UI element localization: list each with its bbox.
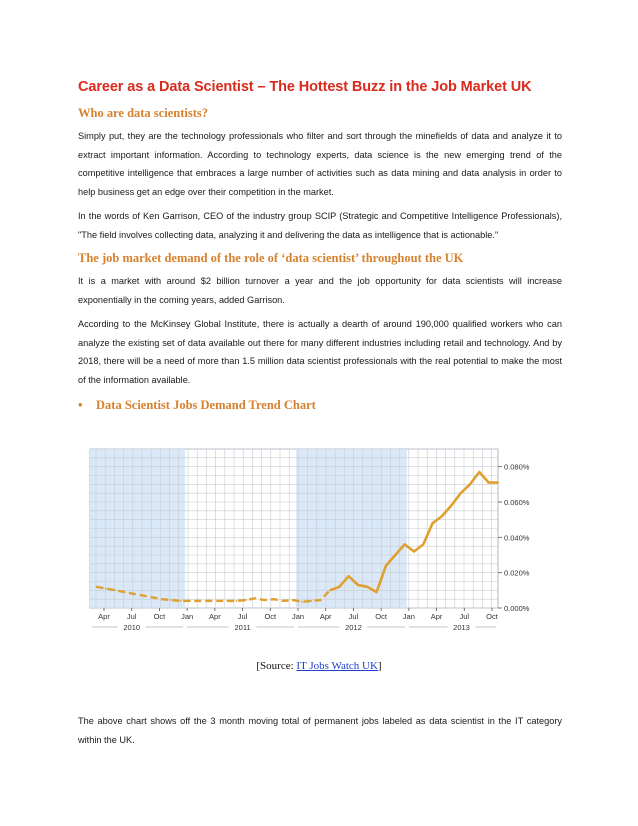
- x-month-label: Apr: [209, 612, 221, 621]
- data-point: [245, 599, 247, 601]
- data-point: [366, 586, 368, 588]
- y-tick-label: 0.000%: [504, 604, 530, 613]
- data-point: [376, 591, 378, 593]
- section-heading-demand: The job market demand of the role of ‘data scientist’ throughout the UK: [78, 251, 464, 265]
- section-heading-who: Who are data scientists?: [78, 106, 208, 120]
- x-month-label: Jul: [126, 612, 137, 621]
- data-point: [152, 597, 154, 599]
- data-point: [497, 482, 499, 484]
- trend-chart: [88, 443, 536, 641]
- x-month-label: Oct: [486, 612, 498, 621]
- x-month-label: Jul: [459, 612, 470, 621]
- data-point: [357, 584, 359, 586]
- data-point: [180, 600, 182, 602]
- data-point: [329, 589, 331, 591]
- data-point: [404, 544, 406, 546]
- data-point: [170, 599, 172, 601]
- data-point: [96, 586, 98, 588]
- paragraph-mckinsey: According to the McKinsey Global Institute, there is actually a dearth of around 190,000 qualified workers who can analyze the existing set of data available out there for many different industries including retail and technology. And by 2018, there will be a need of more than 1.5 million data scientist professionals with the real potential to make the most of the information available.: [78, 319, 562, 385]
- x-year-label: 2011: [234, 623, 251, 632]
- y-tick-label: 0.060%: [504, 498, 530, 507]
- data-point: [114, 589, 116, 591]
- source-suffix: ]: [377, 660, 382, 672]
- data-point: [488, 482, 490, 484]
- data-point: [208, 600, 210, 602]
- data-point: [450, 505, 452, 507]
- x-month-label: Jul: [237, 612, 248, 621]
- x-month-label: Jul: [348, 612, 359, 621]
- data-point: [301, 601, 303, 603]
- data-point: [478, 471, 480, 473]
- data-point: [236, 600, 238, 602]
- data-point: [348, 575, 350, 577]
- source-line: [0, 660, 638, 672]
- data-point: [198, 600, 200, 602]
- paragraph-definition: Simply put, they are the technology professionals who filter and sort through the minefields of data and analyze it to extract important information. According to technology experts, data science is the new emerging trend of the competitive intelligence that embraces a large number of activities such as data mining and data analysis in order to help business get an edge over their competition in the market.: [78, 131, 562, 197]
- data-point: [292, 599, 294, 601]
- x-year-label: 2013: [453, 623, 470, 632]
- data-point: [282, 600, 284, 602]
- data-point: [310, 600, 312, 602]
- page-title: Career as a Data Scientist – The Hottest Buzz in the Job Market UK: [78, 79, 532, 95]
- bullet-item: [78, 397, 562, 413]
- chart-heading: Data Scientist Jobs Demand Trend Chart: [96, 397, 316, 412]
- data-point: [338, 586, 340, 588]
- document-body: [78, 78, 562, 413]
- y-tick-label: 0.040%: [504, 533, 530, 543]
- data-point: [217, 600, 219, 602]
- data-point: [105, 588, 107, 590]
- paragraph-market: It is a market with around $2 billion turnover a year and the job opportunity for data scientists will increase exponentially in the coming years, added Garrison.: [78, 276, 562, 305]
- data-point: [422, 544, 424, 546]
- x-year-label: 2012: [345, 623, 362, 632]
- data-point: [254, 597, 256, 599]
- x-month-label: Oct: [264, 612, 277, 621]
- source-prefix: [Source:: [256, 660, 297, 672]
- data-point: [264, 599, 266, 601]
- data-point: [394, 554, 396, 556]
- data-point: [460, 492, 462, 494]
- data-point: [469, 483, 471, 485]
- bullet-icon: •: [78, 397, 83, 412]
- paragraph-quote: In the words of Ken Garrison, CEO of the industry group SCIP (Strategic and Competitive Intelligence Professionals), "The field involves collecting data, analyzing it and delivering the data as intelligence that is actionable.": [78, 211, 562, 240]
- data-point: [133, 593, 135, 595]
- paragraph-closing: The above chart shows off the 3 month moving total of permanent jobs labeled as data scientist in the IT category within the UK.: [78, 716, 562, 745]
- x-month-label: Oct: [153, 612, 166, 621]
- data-point: [441, 515, 443, 517]
- data-point: [413, 551, 415, 553]
- x-month-label: Apr: [319, 612, 332, 621]
- x-month-label: Jan: [402, 612, 415, 621]
- x-month-label: Oct: [375, 612, 387, 621]
- data-point: [124, 591, 126, 593]
- data-point: [320, 599, 322, 601]
- data-point: [142, 595, 144, 597]
- y-tick-label: 0.080%: [504, 462, 530, 472]
- data-point: [161, 598, 163, 600]
- data-point: [385, 565, 387, 567]
- data-point: [273, 598, 275, 600]
- x-month-label: Jan: [291, 612, 305, 621]
- x-month-label: Apr: [98, 612, 110, 621]
- data-point: [432, 522, 434, 524]
- x-month-label: Jan: [181, 612, 194, 621]
- y-tick-label: 0.020%: [504, 568, 530, 578]
- source-link[interactable]: IT Jobs Watch UK: [296, 660, 378, 672]
- x-month-label: Apr: [430, 612, 443, 621]
- trend-chart-svg: [88, 443, 536, 641]
- x-year-label: 2010: [123, 623, 141, 632]
- data-point: [226, 600, 228, 602]
- data-point: [189, 600, 191, 602]
